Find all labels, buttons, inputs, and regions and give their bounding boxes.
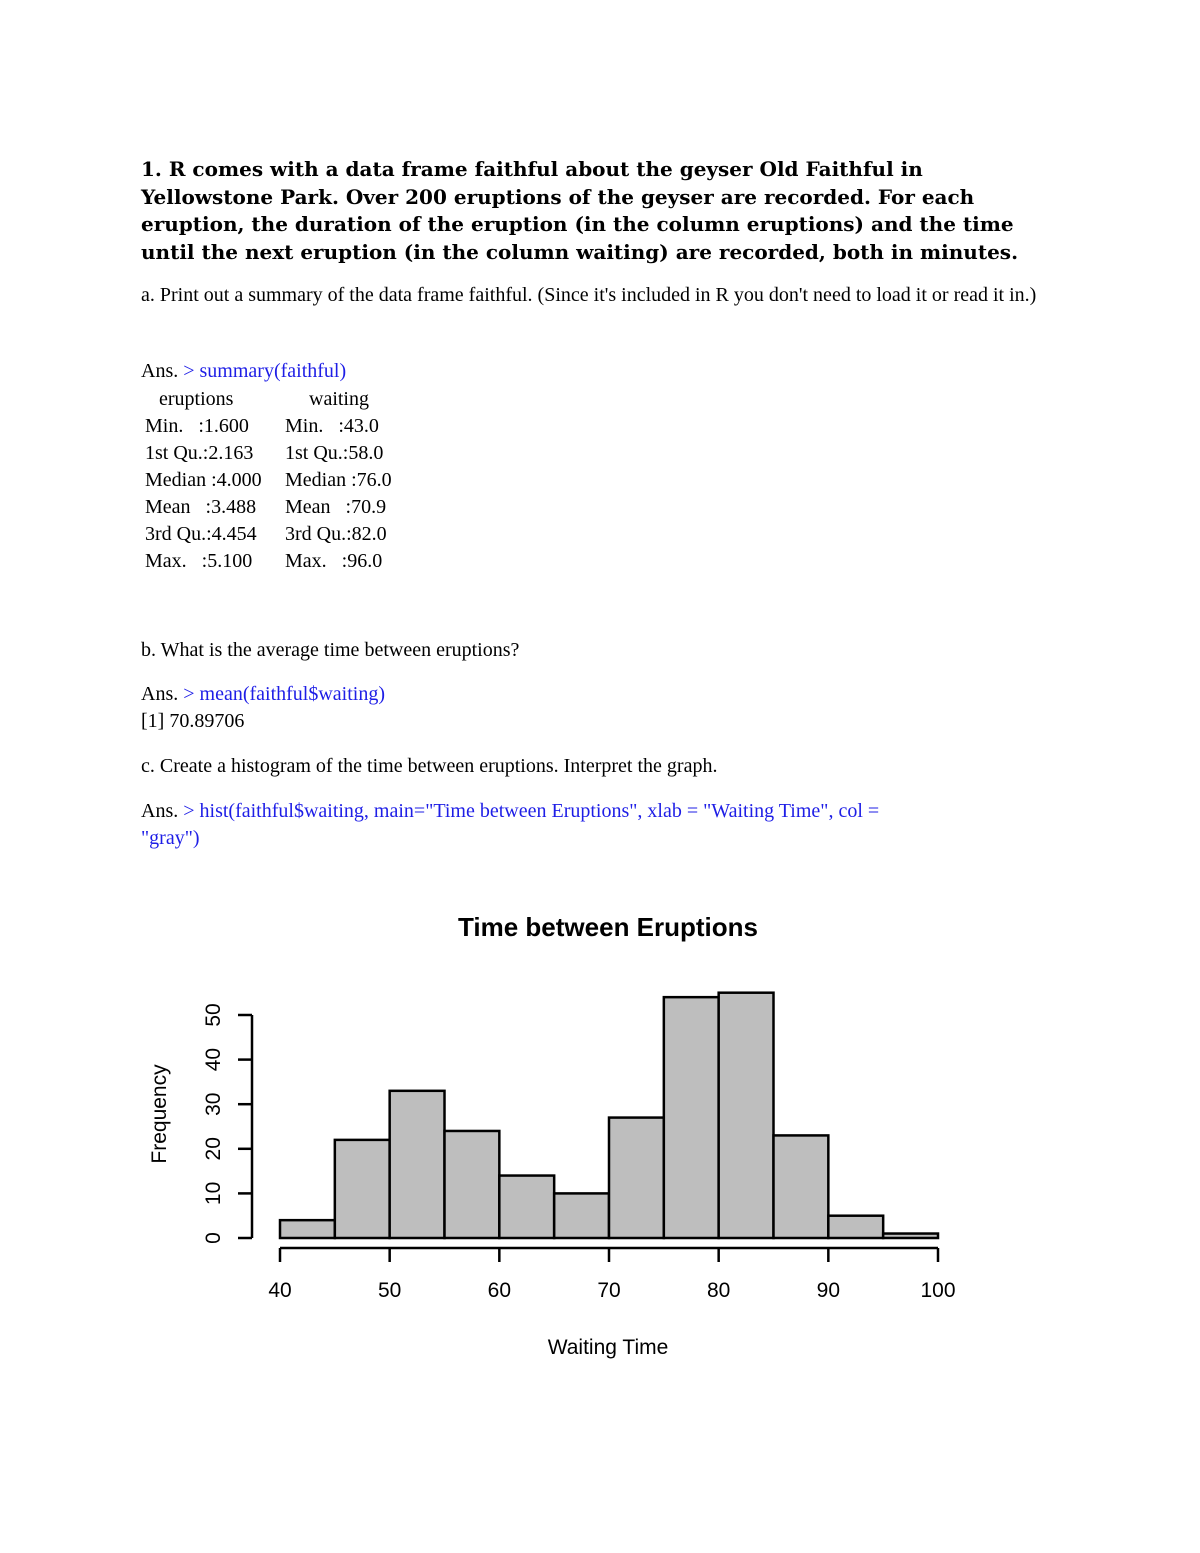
summary-cell: Min. :1.600: [145, 415, 249, 437]
summary-cell: Median :76.0: [285, 469, 392, 491]
part-b-prompt: b. What is the average time between eruptions?: [141, 639, 520, 661]
histogram-bar: [774, 1135, 829, 1238]
part-a-prompt: a. Print out a summary of the data frame faithful. (Since it's included in R you don't need to load it or read it in.): [141, 284, 1037, 306]
histogram-bar: [280, 1220, 335, 1238]
summary-cell: 3rd Qu.:82.0: [285, 523, 387, 545]
summary-header-row: [145, 386, 392, 413]
histogram-bar: [554, 1193, 609, 1238]
part-b-output: [1] 70.89706: [141, 710, 245, 732]
document-body: [141, 156, 1061, 309]
summary-cell: Max. :96.0: [285, 550, 383, 572]
summary-cell: Mean :70.9: [285, 496, 387, 518]
x-tick-label: 80: [706, 1279, 731, 1302]
y-tick-label: 40: [202, 1047, 225, 1072]
x-axis-label: Waiting Time: [547, 1336, 669, 1359]
histogram-bar: [390, 1091, 445, 1238]
histogram-chart: [0, 880, 1200, 1440]
y-tick-label: 10: [202, 1181, 225, 1206]
summary-cell: Mean :3.488: [145, 496, 257, 518]
part-c-ans-label: Ans.: [141, 800, 179, 822]
summary-row: [145, 548, 392, 575]
chart-title: Time between Eruptions: [457, 912, 759, 942]
summary-row: [145, 494, 392, 521]
histogram-bar: [335, 1140, 390, 1238]
summary-cell: 1st Qu.:2.163: [145, 442, 254, 464]
histogram-bar: [609, 1118, 664, 1238]
summary-cell: Median :4.000: [145, 469, 262, 491]
x-tick-label: 100: [920, 1279, 956, 1302]
summary-cell: Max. :5.100: [145, 550, 253, 572]
x-tick-label: 90: [816, 1279, 841, 1302]
histogram-bar: [664, 997, 719, 1238]
part-b-ans-label: Ans.: [141, 683, 179, 705]
question-heading: 1. R comes with a data frame faithful about the geyser Old Faithful in Yellowstone Park. Over 200 eruptions of the geyser are recorded. For each eruption, the duration of the eruption (in the column eruptions) and the time until the next eruption (in the column waiting) are recorded, both in minutes.: [141, 157, 1019, 264]
summary-cell: Min. :43.0: [285, 415, 379, 437]
x-tick-label: 60: [487, 1279, 512, 1302]
summary-cell: 1st Qu.:58.0: [285, 442, 384, 464]
summary-row: [145, 440, 392, 467]
part-b-command: > mean(faithful$waiting): [178, 683, 386, 705]
part-a-command: > summary(faithful): [178, 360, 347, 382]
histogram-bar: [883, 1234, 938, 1238]
x-tick-label: 40: [268, 1279, 292, 1302]
histogram-bar: [719, 993, 774, 1238]
part-a-ans-label: Ans.: [141, 360, 179, 382]
summary-output: [145, 386, 392, 575]
histogram-bar: [828, 1216, 883, 1238]
summary-row: [145, 521, 392, 548]
part-a-answer: [141, 358, 346, 385]
part-c-prompt: c. Create a histogram of the time between eruptions. Interpret the graph.: [141, 755, 718, 777]
summary-cell: 3rd Qu.:4.454: [145, 523, 257, 545]
summary-row: [145, 413, 392, 440]
histogram-bar: [499, 1176, 554, 1238]
y-tick-label: 30: [202, 1092, 225, 1116]
y-tick-label: 20: [202, 1137, 225, 1161]
histogram-bar: [445, 1131, 500, 1238]
y-axis-label: Frequency: [148, 1064, 171, 1164]
y-tick-label: 50: [202, 1003, 225, 1027]
part-c-command-line2: "gray"): [141, 827, 200, 849]
part-c-command-line1: > hist(faithful$waiting, main="Time between Eruptions", xlab = "Waiting Time", col =: [178, 800, 880, 822]
part-c-answer: [141, 798, 1061, 852]
y-tick-label: 0: [202, 1232, 225, 1244]
x-tick-label: 70: [597, 1279, 621, 1302]
summary-row: [145, 467, 392, 494]
summary-header-waiting: waiting: [309, 388, 369, 410]
part-b-answer: [141, 681, 385, 708]
summary-header-eruptions: eruptions: [159, 388, 234, 410]
x-tick-label: 50: [377, 1279, 402, 1302]
